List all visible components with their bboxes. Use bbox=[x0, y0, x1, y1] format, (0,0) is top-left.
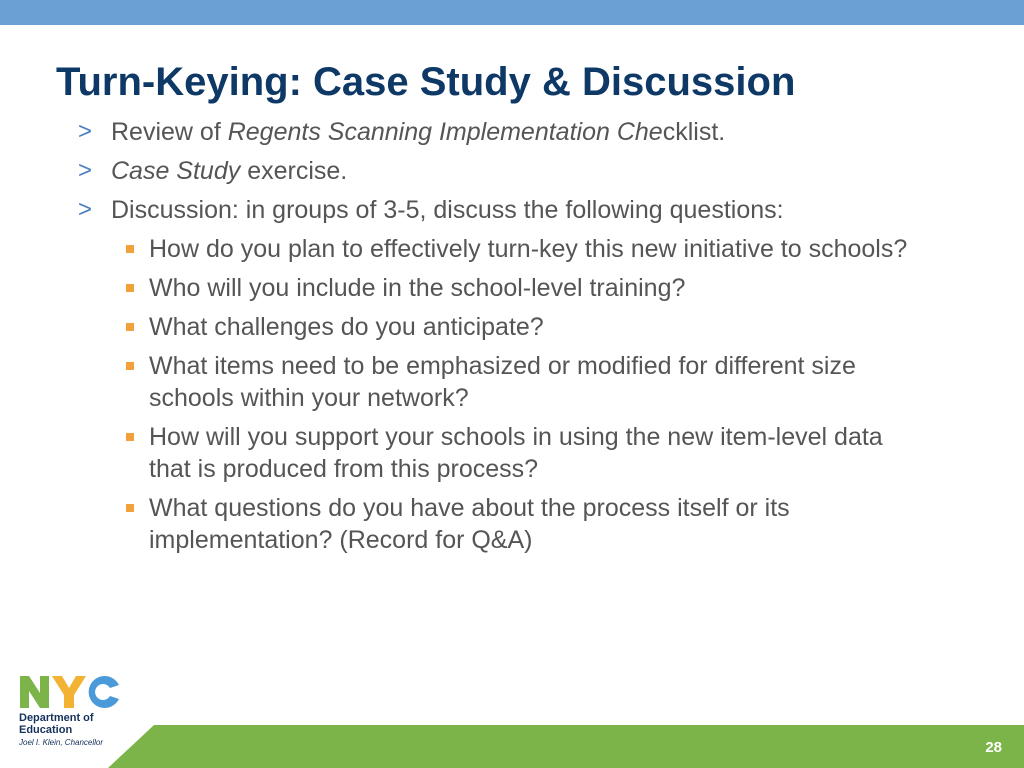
question-text: What challenges do you anticipate? bbox=[149, 313, 544, 341]
question-item bbox=[78, 350, 909, 414]
square-bullet-icon bbox=[126, 245, 134, 253]
chevron-right-icon: > bbox=[78, 157, 93, 184]
question-text: How do you plan to effectively turn-key this new initiative to schools? bbox=[149, 235, 908, 263]
question-item bbox=[78, 311, 909, 343]
nyc-doe-logo bbox=[18, 674, 128, 754]
question-text: What items need to be emphasized or modified for different size schools within your network? bbox=[149, 352, 856, 412]
slide-title: Turn-Keying: Case Study & Discussion bbox=[56, 60, 796, 104]
page-number: 28 bbox=[985, 739, 1002, 756]
square-bullet-icon bbox=[126, 433, 134, 441]
logo-chancellor: Joel I. Klein, Chancellor bbox=[19, 738, 104, 747]
question-item bbox=[78, 272, 909, 304]
bullet-review-checklist bbox=[78, 116, 928, 148]
question-item bbox=[78, 233, 909, 265]
nyc-logo-icon bbox=[18, 674, 122, 710]
bullet-discussion bbox=[78, 194, 928, 226]
bullet-text: Review of Regents Scanning Implementation Checklist. bbox=[111, 118, 726, 146]
chevron-right-icon: > bbox=[78, 196, 93, 223]
top-accent-bar bbox=[0, 0, 1024, 25]
question-item bbox=[78, 421, 909, 485]
bullet-text: Discussion: in groups of 3-5, discuss the following questions: bbox=[111, 196, 784, 224]
square-bullet-icon bbox=[126, 504, 134, 512]
square-bullet-icon bbox=[126, 362, 134, 370]
footer-bar bbox=[108, 725, 1024, 768]
question-text: What questions do you have about the process itself or its implementation? (Record for Q&A) bbox=[149, 494, 790, 554]
square-bullet-icon bbox=[126, 323, 134, 331]
question-text: How will you support your schools in using the new item-level data that is produced from this process? bbox=[149, 423, 883, 483]
logo-department-line1: Department of bbox=[19, 712, 94, 724]
square-bullet-icon bbox=[126, 284, 134, 292]
logo-department-line2: Education bbox=[19, 724, 73, 736]
question-text: Who will you include in the school-level training? bbox=[149, 274, 686, 302]
bullet-case-study bbox=[78, 155, 928, 187]
question-item bbox=[78, 492, 909, 556]
bullet-text: Case Study exercise. bbox=[111, 157, 348, 185]
slide-content bbox=[78, 116, 928, 563]
chevron-right-icon: > bbox=[78, 118, 93, 145]
